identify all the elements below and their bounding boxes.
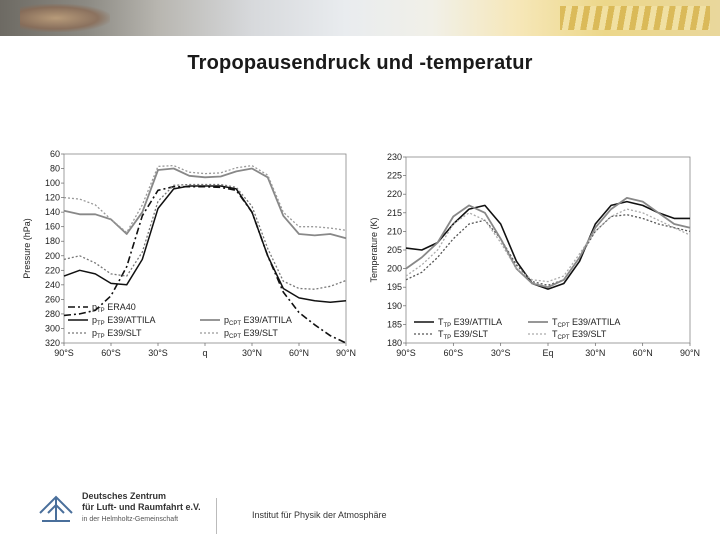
legend-label: $p_{CPT}$ E39/SLT xyxy=(224,328,278,340)
legend-label: $p_{TP}$ E39/ATTILA xyxy=(92,315,156,327)
y-tick-label: 215 xyxy=(386,207,402,218)
temperature-chart xyxy=(368,145,713,370)
y-tick-label: 190 xyxy=(386,300,402,311)
header-banner xyxy=(0,0,720,36)
x-tick-label: 90°N xyxy=(679,348,701,358)
dlr-logo xyxy=(36,489,226,533)
series-line xyxy=(64,185,346,290)
org-name-line2: für Luft- und Raumfahrt e.V. xyxy=(82,502,201,512)
x-tick-label: 90°S xyxy=(54,348,74,358)
y-tick-label: 220 xyxy=(386,189,402,200)
y-tick-label: 320 xyxy=(44,338,60,348)
y-tick-label: 160 xyxy=(44,221,60,232)
series-line xyxy=(406,198,690,287)
series-line xyxy=(64,186,346,302)
institute-name: Institut für Physik der Atmosphäre xyxy=(252,510,387,520)
legend-label: $T_{TP}$ E39/ATTILA xyxy=(438,317,503,329)
x-tick-label: 90°S xyxy=(396,348,416,358)
x-tick-label: 90°N xyxy=(335,348,357,358)
y-tick-label: 120 xyxy=(44,192,60,203)
legend-label: $p_{TP}$ E39/SLT xyxy=(92,328,142,340)
legend-label: $T_{CPT}$ E39/SLT xyxy=(552,329,607,341)
y-tick-label: 225 xyxy=(386,170,402,181)
x-tick-label: 60°N xyxy=(632,348,653,358)
x-tick-label: 60°S xyxy=(443,348,464,358)
legend-label: $T_{CPT}$ E39/ATTILA xyxy=(552,317,621,329)
pressure-chart xyxy=(20,145,365,370)
series-line xyxy=(64,169,346,239)
y-axis-label: Temperature (K) xyxy=(369,217,379,283)
y-tick-label: 260 xyxy=(44,294,60,305)
y-tick-label: 180 xyxy=(44,236,60,247)
x-tick-label: 30°S xyxy=(490,348,511,358)
plot-frame xyxy=(406,157,690,343)
y-tick-label: 195 xyxy=(386,282,402,293)
legend-label: $p_{TP}$ ERA40 xyxy=(92,302,136,314)
y-tick-label: 280 xyxy=(44,308,60,319)
x-tick-label: 30°N xyxy=(585,348,606,358)
y-tick-label: 80 xyxy=(49,163,60,174)
y-tick-label: 140 xyxy=(44,207,60,218)
y-tick-label: 230 xyxy=(386,152,402,162)
x-tick-label: 30°N xyxy=(241,348,263,358)
y-axis-label: Pressure (hPa) xyxy=(22,218,32,279)
x-tick-label: 60°S xyxy=(101,348,121,358)
footer-divider xyxy=(216,498,217,534)
y-tick-label: 200 xyxy=(386,263,402,274)
y-tick-label: 240 xyxy=(44,279,60,290)
y-tick-label: 300 xyxy=(44,323,60,334)
x-tick-label: 60°N xyxy=(288,348,310,358)
y-tick-label: 205 xyxy=(386,245,402,255)
org-name-line1: Deutsches Zentrum xyxy=(82,491,167,501)
y-tick-label: 180 xyxy=(386,338,402,348)
x-tick-label: q xyxy=(202,348,208,358)
dlr-logo-icon xyxy=(36,491,76,527)
y-tick-label: 100 xyxy=(44,178,60,189)
org-name-line3: in der Helmholtz-Gemeinschaft xyxy=(82,516,179,523)
y-tick-label: 60 xyxy=(49,149,60,159)
legend-label: $p_{CPT}$ E39/ATTILA xyxy=(224,315,292,327)
y-tick-label: 220 xyxy=(44,265,60,276)
x-tick-label: Eq xyxy=(542,348,554,358)
x-tick-label: 30°S xyxy=(148,348,168,358)
legend-label: $T_{TP}$ E39/SLT xyxy=(438,329,489,341)
banner-image-left xyxy=(20,4,110,32)
page-title: Tropopausendruck und -temperatur xyxy=(187,52,533,74)
y-tick-label: 200 xyxy=(44,250,60,261)
y-tick-label: 210 xyxy=(386,226,402,237)
series-line xyxy=(64,166,346,233)
banner-image-right xyxy=(560,6,710,30)
y-tick-label: 185 xyxy=(386,319,402,330)
